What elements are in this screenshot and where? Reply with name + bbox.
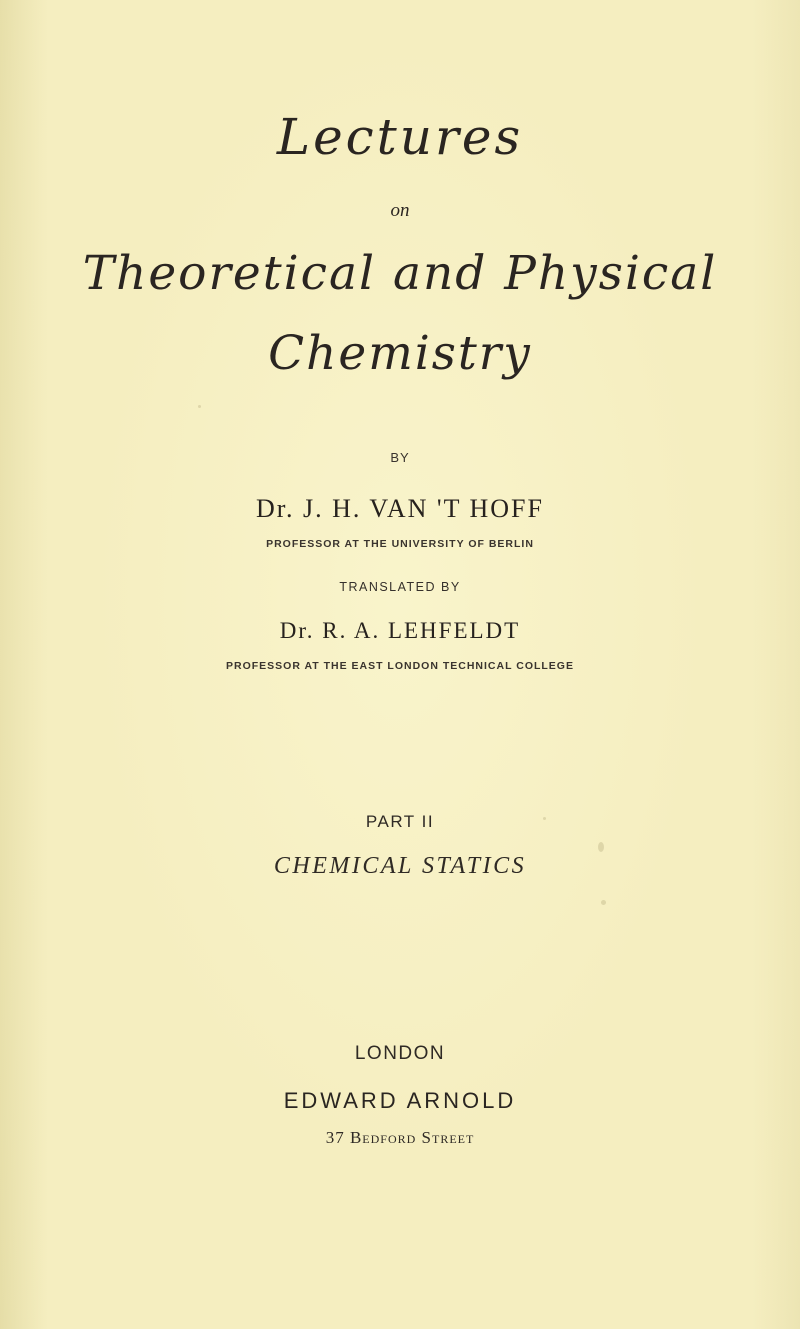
by-label: BY	[390, 450, 410, 465]
title-connector: on	[390, 200, 410, 221]
author-name: Dr. J. H. VAN 'T HOFF	[256, 494, 544, 523]
part-title: CHEMICAL STATICS	[273, 853, 527, 879]
author-description: PROFESSOR AT THE UNIVERSITY OF BERLIN	[266, 538, 534, 550]
book-subtitle-line1: Theoretical and Physical	[82, 246, 718, 301]
book-subtitle-line2: Chemistry	[268, 326, 532, 381]
page-blemish	[601, 900, 606, 905]
part-number: PART II	[365, 812, 435, 831]
translator-name: Dr. R. A. LEHFELDT	[279, 618, 521, 643]
translator-description: PROFESSOR AT THE EAST LONDON TECHNICAL COLLEGE	[226, 660, 574, 672]
publisher-address: 37 Bedford Street	[325, 1128, 475, 1147]
translated-by-label: TRANSLATED BY	[339, 580, 461, 594]
page-blemish	[598, 842, 604, 852]
page-blemish	[198, 405, 201, 408]
book-title: Lectures	[276, 108, 524, 166]
publisher-name: EDWARD ARNOLD	[283, 1088, 517, 1113]
publisher-city: LONDON	[354, 1043, 446, 1064]
